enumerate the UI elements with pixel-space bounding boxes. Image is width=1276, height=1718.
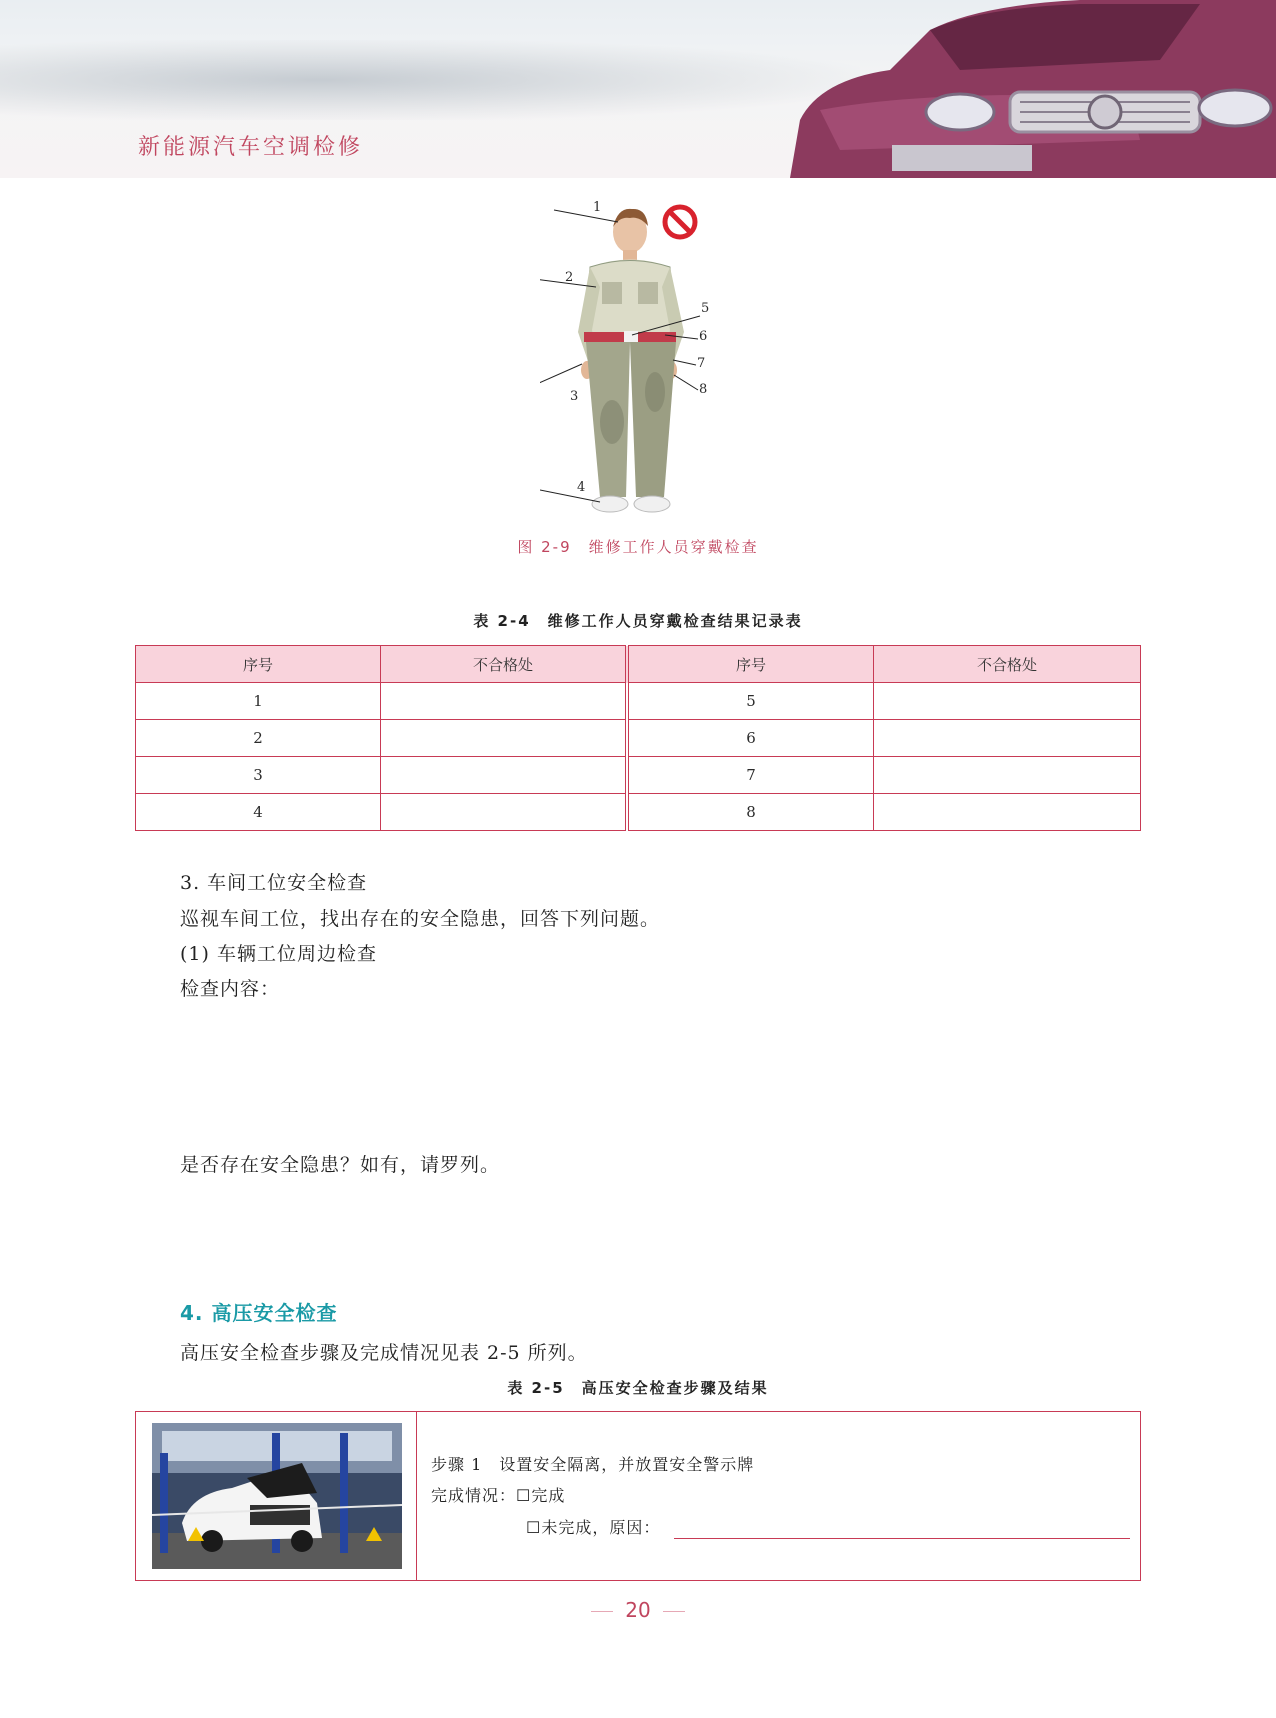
header-no-left: 序号 (136, 646, 381, 683)
header-defect-right: 不合格处 (874, 646, 1141, 683)
row-no: 1 (136, 683, 381, 720)
callout-8: 8 (699, 382, 708, 397)
done-label: 完成 (531, 1486, 566, 1505)
status-row-not-done (526, 1515, 660, 1538)
callout-1: 1 (593, 200, 602, 215)
reason-input-line[interactable] (674, 1538, 1130, 1539)
worker-figure (540, 192, 740, 522)
defect-cell[interactable] (381, 683, 628, 720)
page-dash-left (591, 1611, 613, 1612)
table-row (136, 720, 1141, 757)
table-2-5-caption: 表 2-5 高压安全检查步骤及结果 (507, 1379, 769, 1397)
defect-cell[interactable] (381, 757, 628, 794)
hv-safety-step-table (135, 1411, 1141, 1581)
table-2-4-caption: 表 2-4 维修工作人员穿戴检查结果记录表 (473, 612, 803, 630)
table-header-row (136, 646, 1141, 683)
table-row (136, 757, 1141, 794)
worker-illustration (540, 192, 740, 522)
callout-2: 2 (565, 270, 574, 285)
page-dash-right (663, 1611, 685, 1612)
section-4-intro: 高压安全检查步骤及完成情况见表 2-5 所列。 (180, 1342, 588, 1364)
status-row-done (431, 1483, 565, 1506)
defect-cell[interactable] (874, 794, 1141, 831)
page-number (0, 1598, 1276, 1622)
row-no: 5 (627, 683, 874, 720)
inspection-record-table (135, 645, 1141, 831)
section-3-title: 3. 车间工位安全检查 (180, 872, 368, 894)
table-row (136, 794, 1141, 831)
defect-cell[interactable] (381, 794, 628, 831)
row-no: 8 (627, 794, 874, 831)
figure-caption: 图 2-9 维修工作人员穿戴检查 (517, 538, 759, 556)
page-number-text: 20 (625, 1598, 651, 1622)
callout-4: 4 (577, 480, 586, 495)
page-header (0, 0, 1276, 178)
prohibition-sign-icon (665, 207, 695, 237)
section-4-heading: 4. 高压安全检查 (180, 1301, 338, 1325)
section-3-intro: 巡视车间工位，找出存在的安全隐患，回答下列问题。 (180, 908, 661, 930)
callout-3: 3 (570, 389, 579, 404)
status-label: 完成情况： (431, 1486, 517, 1505)
check-content-label: 检查内容： (180, 978, 281, 1000)
done-checkbox[interactable]: ☐ (516, 1486, 532, 1505)
row-no: 3 (136, 757, 381, 794)
car-illustration (780, 0, 1276, 178)
step-1-title: 步骤 1 设置安全隔离，并放置安全警示牌 (431, 1455, 755, 1474)
row-no: 2 (136, 720, 381, 757)
header-no-right: 序号 (627, 646, 874, 683)
workshop-photo (152, 1423, 402, 1569)
header-mist (0, 40, 860, 120)
header-defect-left: 不合格处 (381, 646, 628, 683)
defect-cell[interactable] (874, 757, 1141, 794)
not-done-label: 未完成，原因： (541, 1518, 661, 1537)
step-photo-cell (136, 1412, 417, 1580)
hazard-question: 是否存在安全隐患？如有，请罗列。 (180, 1154, 501, 1176)
defect-cell[interactable] (874, 683, 1141, 720)
table-row (136, 683, 1141, 720)
book-title: 新能源汽车空调检修 (138, 135, 364, 160)
callout-7: 7 (697, 356, 706, 371)
row-no: 7 (627, 757, 874, 794)
callout-5: 5 (701, 301, 710, 316)
row-no: 6 (627, 720, 874, 757)
not-done-checkbox[interactable]: ☐ (526, 1518, 542, 1537)
callout-6: 6 (699, 329, 708, 344)
defect-cell[interactable] (381, 720, 628, 757)
row-no: 4 (136, 794, 381, 831)
defect-cell[interactable] (874, 720, 1141, 757)
section-3-sub1: (1) 车辆工位周边检查 (180, 943, 377, 965)
